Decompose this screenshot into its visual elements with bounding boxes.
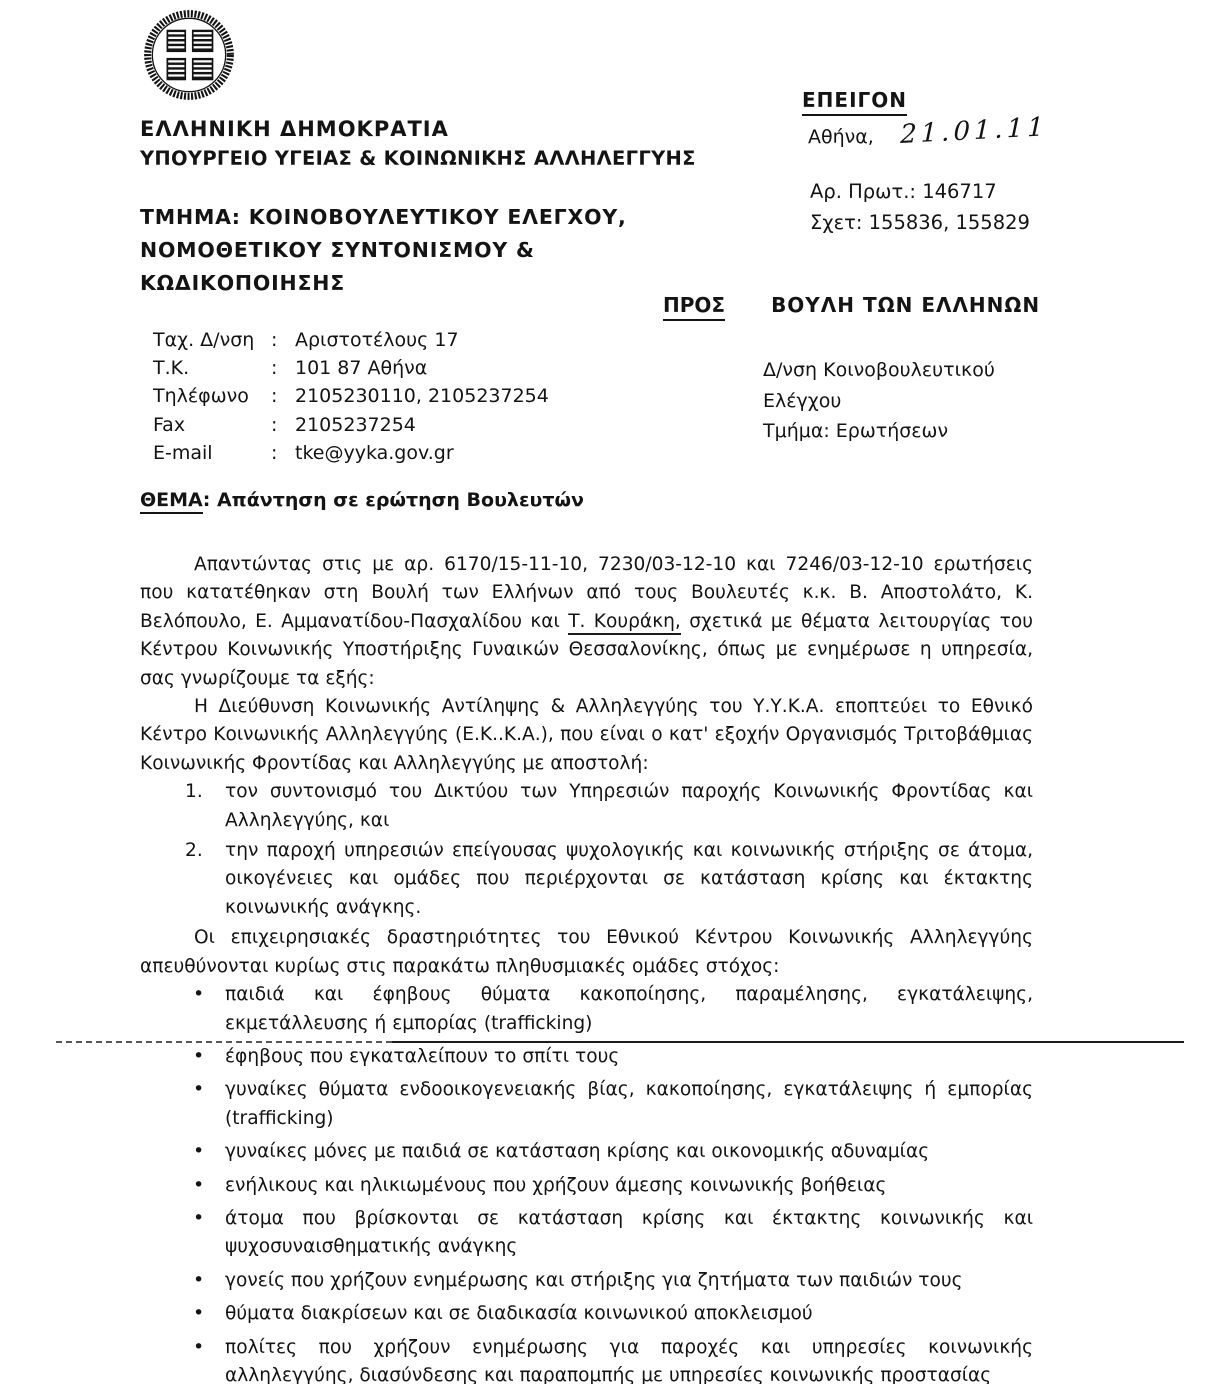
bullet-text: έφηβους που εγκαταλείπουν το σπίτι τους xyxy=(225,1045,620,1067)
intro-text-before: Απαντώντας στις με αρ. 6170/15-11-10, 7230/03-12-10 και 7246/03-12-10 ερωτήσεις που κατατέθηκαν στη Βουλή των Ελλήνων από τους Βουλευτές κ.κ. Β. Αποστολάτο, Κ. Βελόπουλο, Ε. Αμμανατίδου-Πασχαλίδου και xyxy=(140,554,1033,632)
bullet-text: γυναίκες θύματα ενδοοικογενειακής βίας, κακοποίησης, εγκατάλειψης ή εμπορίας (trafficking) xyxy=(225,1079,1033,1129)
recipient-address-line: Ελέγχου xyxy=(763,389,842,412)
bullet-item xyxy=(140,1138,1033,1166)
subject-text: Απάντηση σε ερώτηση Βουλευτών xyxy=(216,489,584,511)
related-protocol-line xyxy=(810,207,1030,238)
recipient-address-block xyxy=(763,355,995,447)
contact-separator: : xyxy=(271,413,278,436)
bullet-icon xyxy=(193,1075,204,1104)
subject-label: ΘΕΜΑ xyxy=(140,489,203,514)
scan-fold-line xyxy=(392,1041,1184,1043)
bullet-text: άτομα που βρίσκονται σε κατάσταση κρίσης και έκτακτης κοινωνικής και ψυχοσυναισθηματικής ανάγκης xyxy=(225,1207,1033,1258)
contact-label: Fax xyxy=(153,413,186,436)
item-text: τον συντονισμό του Δικτύου των Υπηρεσιών παροχής Κοινωνικής Φροντίδας και Αλληλεγγύης, και xyxy=(225,781,1033,831)
contact-row xyxy=(153,326,549,354)
bullet-icon xyxy=(193,980,204,1009)
to-line xyxy=(663,293,1040,321)
item-number: 2. xyxy=(185,840,203,862)
handwritten-date: 21.01.11 xyxy=(899,112,1048,150)
contact-row xyxy=(153,439,549,467)
subject-separator: : xyxy=(202,489,217,511)
protocol-number: 146717 xyxy=(922,180,997,203)
republic-title: ΕΛΛΗΝΙΚΗ ΔΗΜΟΚΡΑΤΙΑ xyxy=(140,117,449,141)
contact-separator: : xyxy=(271,385,278,408)
bullet-text: γυναίκες μόνες με παιδιά σε κατάσταση κρίσης και οικονομικής αδυναμίας xyxy=(225,1141,930,1163)
paragraph-intro xyxy=(140,551,1033,693)
bullet-item xyxy=(140,1076,1033,1133)
letter-body xyxy=(140,551,1033,1384)
recipient-name: ΒΟΥΛΗ ΤΩΝ ΕΛΛΗΝΩΝ xyxy=(771,293,1041,317)
bullet-item xyxy=(140,1334,1033,1384)
recipient-address-line: Δ/νση Κοινοβουλευτικού xyxy=(763,359,995,381)
contact-separator: : xyxy=(271,357,278,380)
contact-value: 101 87 Αθήνα xyxy=(295,357,428,380)
item-number: 1. xyxy=(185,781,203,803)
bullet-icon xyxy=(193,1333,204,1362)
bullet-text: γονείς που χρήζουν ενημέρωσης και στήριξης για ζητήματα των παιδιών τους xyxy=(225,1269,963,1291)
contact-block xyxy=(153,326,549,467)
contact-row xyxy=(153,354,549,382)
coat-of-arms-icon xyxy=(142,6,236,104)
contact-value: 2105230110, 2105237254 xyxy=(295,385,549,408)
ministry-title: ΥΠΟΥΡΓΕΙΟ ΥΓΕΙΑΣ & ΚΟΙΝΩΝΙΚΗΣ ΑΛΛΗΛΕΓΓΥΗΣ xyxy=(140,147,696,170)
item-text: την παροχή υπηρεσιών επείγουσας ψυχολογικής και κοινωνικής στήριξης σε άτομα, οικογένειες και ομάδες που περιέρχονται σε κατάσταση κρίσης και έκτακτης κοινωνικής ανάγκης. xyxy=(225,840,1033,918)
subject-line xyxy=(140,489,584,514)
mission-numbered-list xyxy=(140,778,1033,922)
bullet-item xyxy=(140,1043,1033,1071)
contact-separator: : xyxy=(271,441,278,464)
contact-row xyxy=(153,382,549,410)
bullet-item xyxy=(140,1172,1033,1200)
related-protocol-numbers: 155836, 155829 xyxy=(868,211,1030,234)
contact-label: Τηλέφωνο xyxy=(153,385,249,408)
contact-label: Ταχ. Δ/νση xyxy=(153,329,255,351)
scan-fold-line-left xyxy=(56,1041,392,1043)
bullet-item xyxy=(140,1267,1033,1295)
paragraph-ekka-mission: Η Διεύθυνση Κοινωνικής Αντίληψης & Αλληλεγγύης του Υ.Υ.Κ.Α. εποπτεύει το Εθνικό Κέντρο Κοινωνικής Αλληλεγγύης (Ε.Κ..Κ.Α.), που είναι ο κατ' εξοχήν Οργανισμός Τριτοβάθμιας Κοινωνικής Φροντίδας και Αλληλεγγύης με αποστολή: xyxy=(140,696,1033,774)
bullet-icon xyxy=(193,1266,204,1295)
bullet-icon xyxy=(193,1042,204,1071)
intro-text-after: σχετικά με θέματα λειτουργίας του Κέντρου Κοινωνικής Υποστήριξης Γυναικών Θεσσαλονίκης, όπως με ενημέρωσε η υπηρεσία, σας γνωρίζουμε τα εξής: xyxy=(140,610,1033,689)
department-line: ΝΟΜΟΘΕΤΙΚΟΥ ΣΥΝΤΟΝΙΣΜΟΥ & xyxy=(140,238,535,262)
numbered-item xyxy=(140,778,1033,835)
bullet-icon xyxy=(193,1137,204,1166)
bullet-icon xyxy=(193,1171,204,1200)
date-line xyxy=(808,112,1048,150)
bullet-item xyxy=(140,1300,1033,1328)
recipient-address-line: Τμήμα: Ερωτήσεων xyxy=(763,420,949,442)
bullet-text: ενήλικους και ηλικιωμένους που χρήζουν άμεσης κοινωνικής βοήθειας xyxy=(225,1174,887,1196)
bullet-text: παιδιά και έφηβους θύματα κακοποίησης, παραμέλησης, εγκατάλειψης, εκμετάλλευσης ή εμπορίας (trafficking) xyxy=(225,984,1033,1034)
related-protocol-label: Σχετ: xyxy=(810,211,863,234)
contact-row xyxy=(153,411,549,439)
paragraph-target-groups: Οι επιχειρησιακές δραστηριότητες του Εθνικού Κέντρου Κοινωνικής Αλληλεγγύης απευθύνονται κυρίως στις παρακάτω πληθυσμιακές ομάδες στόχος: xyxy=(140,927,1033,977)
protocol-block xyxy=(810,176,1030,238)
contact-label: E-mail xyxy=(153,441,213,464)
numbered-item xyxy=(140,837,1033,922)
bullet-item xyxy=(140,981,1033,1038)
underlined-deputy-name: Τ. Κουράκη, xyxy=(568,611,681,635)
contact-label: Τ.Κ. xyxy=(153,357,190,380)
department-line: ΚΩΔΙΚΟΠΟΙΗΣΗΣ xyxy=(140,271,346,295)
letterhead xyxy=(140,114,696,174)
bullet-icon xyxy=(193,1299,204,1328)
bullet-text: θύματα διακρίσεων και σε διαδικασία κοινωνικού αποκλεισμού xyxy=(225,1303,813,1325)
contact-value: 2105237254 xyxy=(295,413,416,436)
urgent-label: ΕΠΕΙΓΟΝ xyxy=(802,88,907,116)
contact-separator: : xyxy=(271,329,278,351)
contact-value: Αριστοτέλους 17 xyxy=(295,329,459,351)
department-block xyxy=(140,201,627,300)
bullet-text: πολίτες που χρήζουν ενημέρωσης για παροχές και υπηρεσίες κοινωνικής αλληλεγγύης, διασύνδεσης και παραπομπής με υπηρεσίες κοινωνικής προστασίας xyxy=(225,1336,1033,1384)
department-line: ΤΜΗΜΑ: ΚΟΙΝΟΒΟΥΛΕΥΤΙΚΟΥ ΕΛΕΓΧΟΥ, xyxy=(140,205,627,229)
bullet-item xyxy=(140,1205,1033,1262)
protocol-number-label: Αρ. Πρωτ.: xyxy=(810,180,916,203)
city-label: Αθήνα, xyxy=(808,126,874,148)
protocol-number-line xyxy=(810,176,1030,207)
bullet-icon xyxy=(193,1204,204,1233)
contact-value: tke@yyka.gov.gr xyxy=(295,441,454,464)
to-label: ΠΡΟΣ xyxy=(663,293,725,321)
